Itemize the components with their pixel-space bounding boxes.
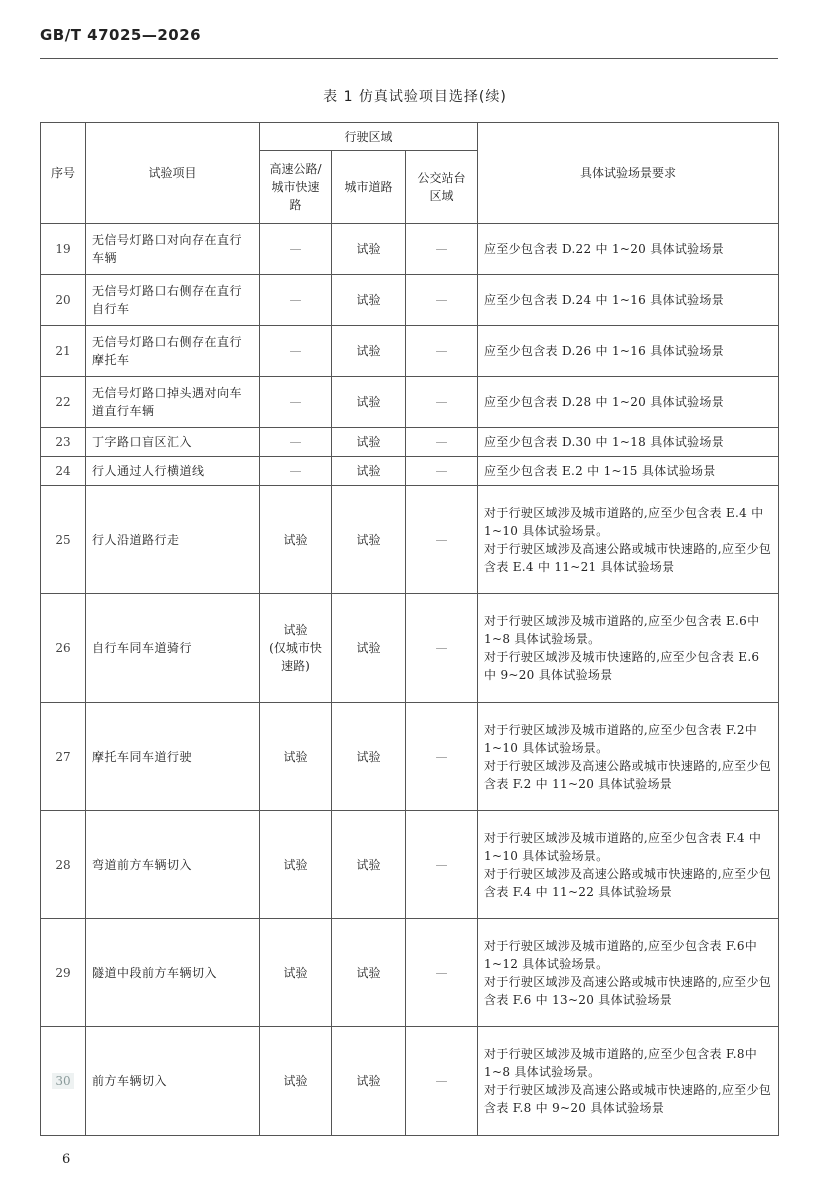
- row-requirement: [478, 919, 779, 1027]
- row-requirement: [478, 377, 779, 428]
- row-highway: [260, 919, 332, 1027]
- row-city-road: [332, 811, 406, 919]
- row-seq-text: 26: [55, 641, 71, 655]
- row-requirement: [478, 428, 779, 457]
- row-city-road: [332, 486, 406, 594]
- row-test-item: [86, 326, 260, 377]
- row-bus-stop-text: —: [435, 749, 448, 764]
- row-test-item: [86, 377, 260, 428]
- row-bus-stop-text: —: [435, 1074, 448, 1088]
- row-city-road: [332, 326, 406, 377]
- row-bus-stop: [406, 919, 478, 1027]
- row-test-item-text: 前方车辆切入: [92, 1074, 168, 1088]
- row-test-item: [86, 224, 260, 275]
- row-city-road: [332, 275, 406, 326]
- table-row: [41, 457, 779, 486]
- header-rule: [40, 58, 778, 59]
- row-city-road-text: 试验: [356, 749, 381, 764]
- table-row: [41, 428, 779, 457]
- table-title: 表 1 仿真试验项目选择(续): [323, 89, 507, 105]
- row-highway-text: 试验: [283, 857, 308, 872]
- row-test-item-text: 隧道中段前方车辆切入: [92, 965, 218, 980]
- row-bus-stop-text: —: [435, 532, 448, 547]
- row-city-road-text: 试验: [356, 435, 381, 449]
- row-seq: [41, 457, 86, 486]
- row-test-item: [86, 457, 260, 486]
- row-requirement: [478, 326, 779, 377]
- row-city-road-text: 试验: [356, 344, 381, 358]
- row-seq: [41, 486, 86, 594]
- row-highway-text: 试验: [283, 1074, 308, 1088]
- header-highway: 高速公路/城市快速路: [260, 151, 332, 224]
- row-seq-text: 28: [55, 857, 71, 872]
- table-row: [41, 811, 779, 919]
- row-bus-stop: [406, 457, 478, 486]
- row-city-road-text: 试验: [356, 293, 381, 307]
- row-city-road: [332, 594, 406, 703]
- row-test-item: [86, 919, 260, 1027]
- row-seq-text: 22: [55, 395, 71, 409]
- row-bus-stop: [406, 326, 478, 377]
- row-highway: [260, 428, 332, 457]
- row-seq-text: 27: [55, 749, 71, 764]
- row-city-road: [332, 1027, 406, 1136]
- row-test-item: [86, 428, 260, 457]
- row-city-road: [332, 428, 406, 457]
- row-requirement-text: 对于行驶区域涉及城市道路的,应至少包含表 F.2中 1~10 具体试验场景。 对于行驶区域涉及高速公路或城市快速路的,应至少包含表 F.2 中 11~20 具体试验场景: [484, 722, 772, 791]
- row-city-road-text: 试验: [356, 857, 381, 872]
- header-city-road: 城市道路: [332, 151, 406, 224]
- row-requirement-text: 应至少包含表 D.26 中 1~16 具体试验场景: [484, 344, 725, 358]
- row-test-item-text: 无信号灯路口掉头遇对向车道直行车辆: [92, 386, 243, 418]
- standard-number: GB/T 47025—2026: [40, 26, 202, 44]
- row-highway-text: 试验: [283, 965, 308, 980]
- table-row: [41, 377, 779, 428]
- row-highway: [260, 594, 332, 703]
- row-city-road: [332, 224, 406, 275]
- row-highway: [260, 1027, 332, 1136]
- row-seq: [41, 594, 86, 703]
- row-highway-text: 试验 (仅城市快速路): [269, 623, 322, 673]
- header-item: 试验项目: [86, 123, 260, 224]
- row-city-road-text: 试验: [356, 965, 381, 980]
- table-row: [41, 919, 779, 1027]
- row-test-item-text: 无信号灯路口右侧存在直行摩托车: [92, 335, 243, 367]
- row-requirement-text: 对于行驶区域涉及城市道路的,应至少包含表 F.6中 1~12 具体试验场景。 对于行驶区域涉及高速公路或城市快速路的,应至少包含表 F.6 中 13~20 具体试验场景: [484, 938, 772, 1007]
- row-test-item: [86, 1027, 260, 1136]
- row-city-road-text: 试验: [356, 242, 381, 256]
- row-city-road: [332, 703, 406, 811]
- page-number: 6: [62, 1152, 71, 1167]
- row-test-item-text: 摩托车同车道行驶: [92, 749, 193, 764]
- row-test-item-text: 弯道前方车辆切入: [92, 857, 193, 872]
- row-seq-text: 23: [55, 435, 71, 449]
- table-row: [41, 594, 779, 703]
- row-requirement-text: 对于行驶区域涉及城市道路的,应至少包含表 E.6中 1~8 具体试验场景。 对于行驶区域涉及城市快速路的,应至少包含表 E.6 中 9~20 具体试验场景: [484, 614, 760, 682]
- row-seq-text: 20: [55, 293, 71, 307]
- row-bus-stop-text: —: [435, 395, 448, 409]
- row-test-item: [86, 811, 260, 919]
- row-seq-text: 24: [55, 464, 71, 478]
- row-highway-text: —: [289, 395, 302, 409]
- row-bus-stop-text: —: [435, 293, 448, 307]
- row-highway-text: 试验: [283, 749, 308, 764]
- row-test-item-text: 行人沿道路行走: [92, 532, 180, 547]
- row-city-road: [332, 919, 406, 1027]
- row-requirement-text: 应至少包含表 E.2 中 1~15 具体试验场景: [484, 464, 716, 478]
- row-requirement: [478, 1027, 779, 1136]
- row-highway-text: —: [289, 344, 302, 358]
- row-highway: [260, 377, 332, 428]
- row-requirement-text: 对于行驶区域涉及城市道路的,应至少包含表 F.4 中 1~10 具体试验场景。 对于行驶区域涉及高速公路或城市快速路的,应至少包含表 F.4 中 11~22 具体试验场景: [484, 830, 772, 899]
- table-row: [41, 486, 779, 594]
- row-seq: [41, 275, 86, 326]
- row-highway: [260, 703, 332, 811]
- row-bus-stop-text: —: [435, 435, 448, 449]
- row-bus-stop: [406, 275, 478, 326]
- row-highway: [260, 486, 332, 594]
- row-bus-stop: [406, 377, 478, 428]
- row-requirement: [478, 594, 779, 703]
- row-highway-text: —: [289, 435, 302, 449]
- row-city-road-text: 试验: [356, 395, 381, 409]
- row-seq: [41, 377, 86, 428]
- header-bus-stop: 公交站台区域: [406, 151, 478, 224]
- simulation-test-table: [40, 122, 779, 1136]
- row-test-item: [86, 275, 260, 326]
- row-highway-text: —: [289, 242, 302, 256]
- row-city-road-text: 试验: [356, 532, 381, 547]
- row-highway: [260, 457, 332, 486]
- table-row: [41, 326, 779, 377]
- row-city-road-text: 试验: [356, 641, 381, 655]
- row-requirement-text: 应至少包含表 D.28 中 1~20 具体试验场景: [484, 395, 725, 409]
- header-seq: 序号: [41, 123, 86, 224]
- table-body: [41, 224, 779, 1136]
- header-requirement: 具体试验场景要求: [478, 123, 779, 224]
- row-requirement: [478, 457, 779, 486]
- table-row: [41, 1027, 779, 1136]
- row-requirement: [478, 224, 779, 275]
- row-city-road: [332, 457, 406, 486]
- row-requirement-text: 对于行驶区域涉及城市道路的,应至少包含表 F.8中 1~8 具体试验场景。 对于行驶区域涉及高速公路或城市快速路的,应至少包含表 F.8 中 9~20 具体试验场景: [484, 1047, 772, 1115]
- row-highway-text: 试验: [283, 532, 308, 547]
- row-test-item-text: 丁字路口盲区汇入: [92, 435, 193, 449]
- row-highway: [260, 275, 332, 326]
- row-bus-stop: [406, 703, 478, 811]
- row-bus-stop: [406, 1027, 478, 1136]
- row-requirement-text: 应至少包含表 D.22 中 1~20 具体试验场景: [484, 242, 725, 256]
- row-seq: [41, 428, 86, 457]
- row-seq-text: 19: [55, 242, 71, 256]
- row-bus-stop: [406, 486, 478, 594]
- table-row: [41, 224, 779, 275]
- header-region-group: 行驶区域: [260, 123, 478, 151]
- row-seq: [41, 703, 86, 811]
- row-requirement: [478, 486, 779, 594]
- row-test-item: [86, 703, 260, 811]
- row-test-item-text: 无信号灯路口右侧存在直行自行车: [92, 284, 243, 316]
- row-highway: [260, 326, 332, 377]
- row-requirement: [478, 275, 779, 326]
- row-test-item-text: 自行车同车道骑行: [92, 641, 193, 655]
- row-seq-text: 29: [55, 965, 71, 980]
- row-city-road-text: 试验: [356, 464, 381, 478]
- row-requirement-text: 应至少包含表 D.30 中 1~18 具体试验场景: [484, 435, 725, 449]
- table-row: [41, 703, 779, 811]
- row-seq: [41, 919, 86, 1027]
- row-seq-text: 21: [55, 344, 71, 358]
- row-highway-text: —: [289, 293, 302, 307]
- row-bus-stop: [406, 224, 478, 275]
- row-bus-stop: [406, 811, 478, 919]
- row-highway: [260, 811, 332, 919]
- row-bus-stop-text: —: [435, 242, 448, 256]
- row-city-road: [332, 377, 406, 428]
- row-bus-stop-text: —: [435, 641, 448, 655]
- row-test-item: [86, 486, 260, 594]
- row-bus-stop-text: —: [435, 464, 448, 478]
- row-seq-text: 30: [52, 1073, 73, 1089]
- row-seq: [41, 1027, 86, 1136]
- row-seq: [41, 326, 86, 377]
- row-seq-text: 25: [55, 532, 71, 547]
- row-bus-stop: [406, 594, 478, 703]
- table-row: [41, 275, 779, 326]
- row-bus-stop-text: —: [435, 857, 448, 872]
- row-test-item: [86, 594, 260, 703]
- row-bus-stop-text: —: [435, 344, 448, 358]
- row-city-road-text: 试验: [356, 1074, 381, 1088]
- row-seq: [41, 811, 86, 919]
- row-highway: [260, 224, 332, 275]
- row-test-item-text: 无信号灯路口对向存在直行车辆: [92, 233, 243, 265]
- row-requirement-text: 应至少包含表 D.24 中 1~16 具体试验场景: [484, 293, 725, 307]
- row-test-item-text: 行人通过人行横道线: [92, 464, 205, 478]
- row-highway-text: —: [289, 464, 302, 478]
- row-bus-stop-text: —: [435, 965, 448, 980]
- row-bus-stop: [406, 428, 478, 457]
- row-seq: [41, 224, 86, 275]
- row-requirement: [478, 811, 779, 919]
- row-requirement-text: 对于行驶区域涉及城市道路的,应至少包含表 E.4 中 1~10 具体试验场景。 对于行驶区域涉及高速公路或城市快速路的,应至少包含表 E.4 中 11~21 具体试验场景: [484, 505, 772, 574]
- row-requirement: [478, 703, 779, 811]
